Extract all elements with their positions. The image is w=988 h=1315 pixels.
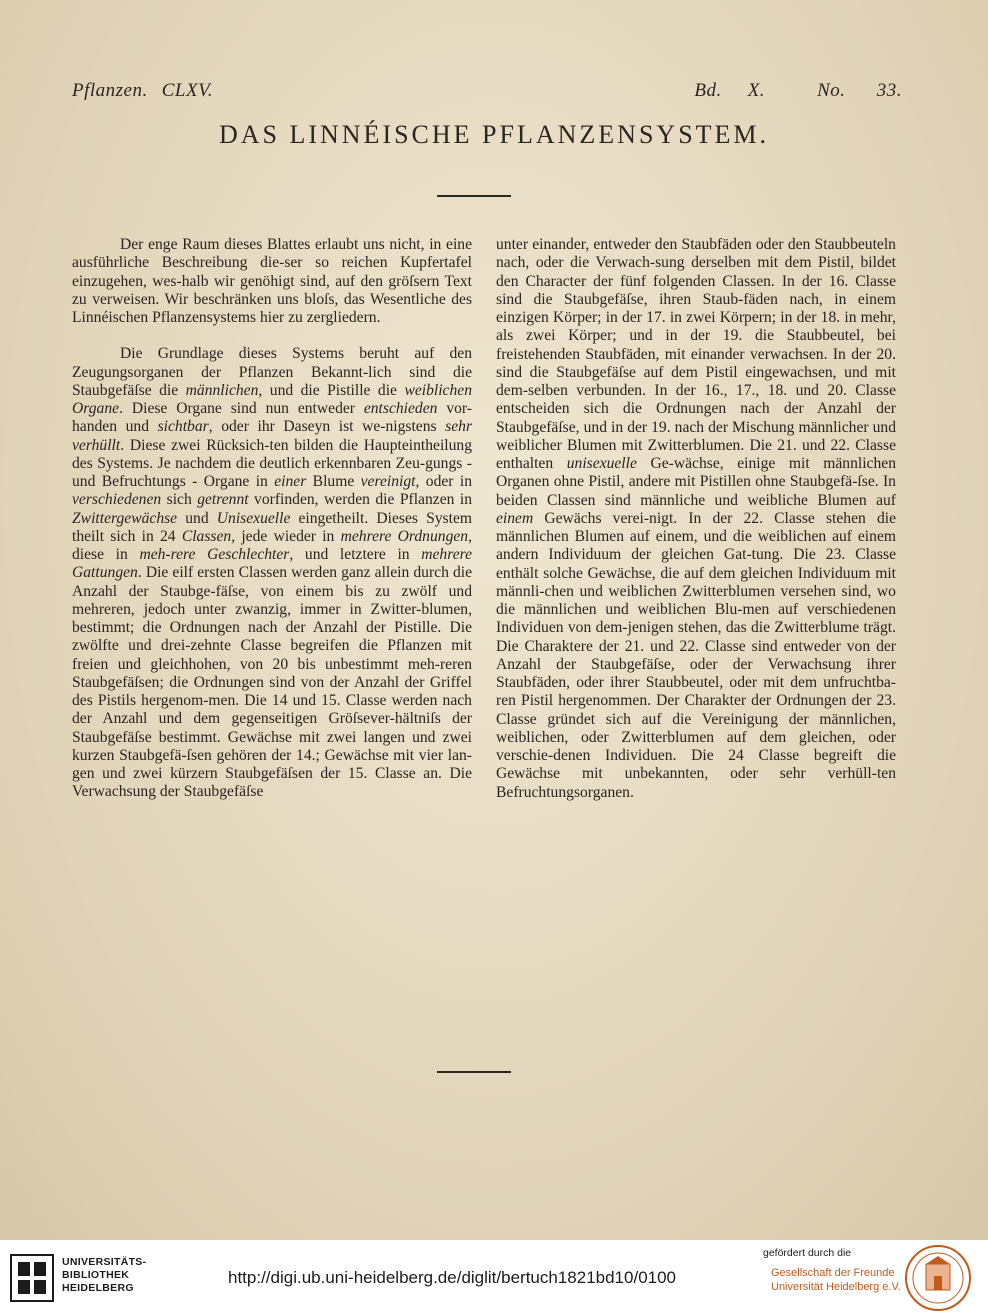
library-name: UNIVERSITÄTS- BIBLIOTHEK HEIDELBERG [62,1256,147,1294]
text-run: wächse, einige mit männlichen Organen ohne [496,455,896,491]
text-run: Ordnungen der 23. Classe gründet sich auf die [496,692,896,728]
text-run: verwachsen. In der 20. sind die Staubgefäſse [496,345,896,381]
text-run: ren Pistil hergenommen. Der Charakter der [496,692,772,710]
text-run: sung derselben mit dem Pistil, bildet den [496,254,896,290]
text-run: ſse. In beiden Classen sind männliche und [496,473,896,509]
volume-number: X. [747,80,766,101]
text-run: , oder ihr Daseyn ist we- [208,418,386,436]
end-divider [437,1071,511,1073]
text-run: , diese in [72,527,472,563]
text-run: nach der Anzahl der Staubgefäſse, und in [496,400,896,436]
emphasis-text: männlichen [185,381,259,399]
text-run: Pistil, andere mit Pistillen ohne Staubgefä- [588,473,858,491]
text-run: ganz allein durch die Anzahl der Staubge- [72,564,472,600]
text-run: weiblicher Blumen mit Zwitterblumen. Die [496,436,772,454]
text-run: oder der Verwachsung ihrer Staubfäden, oder [496,655,896,691]
text-run: zu verweisen. Wir beschränken uns bloſs, das [72,290,365,308]
text-run: gungs - und Befruchtungs - Organe in [72,454,472,490]
emphasis-text: Gattungen [72,564,138,582]
text-run: handen und [72,418,158,436]
library-logo-icon [10,1254,54,1302]
text-run: weibliche Blumen auf [747,491,896,509]
text-run: fäſse, von einem bis zu zwölf und mehreren, [72,582,473,618]
text-run: den Staubbeuteln nach, oder die Verwach- [496,236,896,272]
text-run: Dieses System theilt sich in 24 [72,509,472,545]
section-name: Pflanzen. [72,80,148,101]
text-run: der 19. nach der Mischung männlicher und [627,418,896,436]
text-run: Classe an. Die Verwachsung der Staubgefäſse [72,765,472,801]
text-run: Blumen auf einem, und die weiblichen auf [574,528,852,545]
emphasis-text: einem [496,509,534,527]
paragraph [72,345,472,801]
emphasis-text: Classen [181,527,232,545]
text-run: nicht, in eine ausführliche Beschreibung die- [72,236,473,272]
issue-number: 33. [876,80,902,101]
text-run: jenigen stehen, das die Zwitterblume trägt. [627,619,897,637]
text-run: blumen, bestimmt; die Ordnungen nach der [72,600,473,636]
text-run: Je nachdem die deutlich erkennbaren Zeu- [157,454,426,472]
running-head-left [72,80,213,102]
running-head [72,80,902,110]
text-run: Die Charaktere der 21. und 22. Classe sind [496,637,778,655]
emphasis-text: getrennt [197,491,249,509]
text-run: chen und weiblichen Zwitterblumen versehen [544,582,836,600]
text-run: men auf verschiedenen Individuen von dem- [496,601,896,637]
text-run: Der enge Raum dieses Blattes erlaubt uns [120,236,385,253]
emphasis-text: mehrere Ordnungen [340,527,469,545]
text-run: jedoch unter zwanzig, immer in Zwitter- [143,600,422,618]
text-run: eingetheilt. [290,509,369,527]
text-run: Zwitterblumen auf dem gleichen, oder verschie- [496,728,897,764]
emphasis-text: rere Geschlechter [170,546,290,563]
emphasis-text: verschiedenen [72,491,162,509]
text-run: tung. Die 23. Classe enthält solche Gewächse, [496,546,896,582]
text-run: fäden nach, in einem einzigen Körper; in der [496,290,897,326]
text-run: hier zu zergliedern. [259,309,381,326]
text-run: vor- [437,400,472,417]
text-run: vorfinden, werden die Pflanzen in [248,491,472,509]
text-run: men. Die 14 und 15. Classe werden nach [208,692,472,709]
text-run: nigstens [385,418,446,436]
text-run: wieder in [273,527,341,545]
text-run: mit zwei langen und zwei kurzen Staubgefä- [72,728,473,764]
emphasis-text: entschieden [363,400,438,417]
text-run: 16. Classe sind die Staubgefäſse, ihren Staub- [496,272,896,308]
text-run: Character der fünf folgenden Classen. In der [525,272,822,290]
text-run: gen und zwei kürzern Staubgefäſsen der 15. [72,765,368,782]
text-run: , jede [231,527,268,545]
band-label: Bd. [694,80,722,101]
text-run: denen Individuen. Die 24 Classe begreift die [553,747,896,764]
text-run: unter einander, entweder den Staubfäden oder [496,236,784,253]
page-title: DAS LINNÉISCHE PFLANZENSYSTEM. [218,120,770,149]
text-run: sich [161,491,192,509]
text-column-right [496,236,896,802]
text-run: sind, wo die männlichen und weiblichen Blu- [496,582,896,618]
text-run: Wesentliche des Linnéischen Pflanzensystems [72,290,473,326]
text-run: Organe sind nun entweder [176,400,364,417]
emphasis-text: einer [274,473,307,490]
text-run: auf dem Pistil eingewachsen, und mit dem- [496,363,896,399]
text-run: ihrer Staubbeutel, oder mit dem unfruchtba- [610,674,896,691]
funded-by-label: gefördert durch die [763,1247,852,1259]
text-run: Vereinigung der männlichen, weiblichen, oder [496,710,896,746]
text-run: reren Staubgefäſsen; die Ordnungen sind von [72,655,472,691]
text-run: Gewächs verei- [533,509,650,527]
text-run: bei freistehenden Staubfäden, mit einander [496,327,896,363]
text-run: nigt. In der 22. Classe stehen die männlichen [496,509,897,545]
text-run: Ge- [636,455,674,472]
emphasis-text: meh- [139,546,171,563]
emphasis-text: sichtbar [157,418,209,436]
text-run: einem andern Individuum der gleichen Gat- [496,528,896,564]
text-run: halb wir genöhigt sind, auf den gröſsern Text [181,272,472,290]
text-run: 17. in zwei Körpern; in der 18. in mehr, als [496,309,896,345]
text-run: lich sind die Staubgefäſse die [72,363,472,399]
emphasis-text: Zwittergewächse [72,509,178,527]
text-run: 20. Classe entscheiden sich die Ordnungen [496,382,896,418]
text-run: den Zeugungsorganen der Pflanzen Bekannt- [72,345,472,381]
text-run: zwei Körper; und in der 19. die Staubbeutel, [526,327,865,345]
text-run: Blume [312,473,361,490]
emphasis-text: vereinigt [360,473,416,490]
text-run: zehnte Classe begreifen die Pflanzen mit freien [72,637,472,673]
text-run: entweder von der Anzahl der Staubgefäſse, [496,637,896,673]
paragraph [72,236,472,327]
source-url-link[interactable]: http://digi.ub.uni-heidelberg.de/diglit/bertuch1821bd10/0100 [228,1268,677,1287]
text-run: , [258,381,263,399]
paragraph [496,236,896,802]
text-run: ten bilden die Haupteintheilung des Systems. [72,436,472,472]
title-divider [437,195,511,197]
running-head-right [668,80,902,102]
text-run: . Die eilf ersten Classen werden [137,564,338,582]
text-run: ſsen gehören der 14.; Gewächse mit vier lan- [186,746,472,764]
text-run: ten Befruchtungsorganen. [496,765,896,801]
text-run: der Anzahl und dem gegenseitigen Gröſsever- [72,710,395,728]
issue-label: No. 33. [817,80,902,101]
text-run: und gleichhohen, von 20 bis unbestimmt meh- [117,655,440,673]
text-column-left [72,236,472,802]
text-run: , und letztere in [289,546,422,563]
text-run: 21. und 22. Classe enthalten [496,436,896,472]
text-run: selben verbunden. In der 16., 17., 18. und [528,382,819,399]
text-run: der Anzahl der Griffel des Pistils hergenom- [72,673,472,709]
emphasis-text: mehrere [421,546,473,563]
text-run: , oder in [415,473,472,490]
text-run: Anzahl der Pistille. Die zwölfte und drei- [72,619,472,655]
emphasis-text: weiblichen Organe [72,381,472,417]
university-seal-icon [904,1244,972,1312]
footer-bar [0,1240,988,1315]
emphasis-text: unisexuelle [566,455,637,472]
emphasis-text: sehr verhüllt [72,418,473,454]
text-run: ser so reichen Kupfertafel einzugehen, wes- [72,254,472,290]
text-run: Die Grundlage dieses Systems beruht auf [120,345,435,363]
text-run: . Diese [119,400,168,417]
society-name: Gesellschaft der Freunde Universität Heidelberg e.V. [771,1267,901,1293]
text-run: die auf dem gleichen Individuum mit männli- [496,564,897,600]
text-run: und die Pistille die [269,381,405,399]
plate-number: CLXV. [161,80,214,101]
emphasis-text: Unisexuelle [216,509,291,527]
text-run: . Diese zwei Rücksich- [120,436,270,454]
text-run: Gewächse mit unbekannten, oder sehr verhüll- [496,765,877,783]
text-run: hältniſs der Staubgefäſse bestimmt. Gewächse [72,710,472,746]
text-run: und [177,509,217,527]
